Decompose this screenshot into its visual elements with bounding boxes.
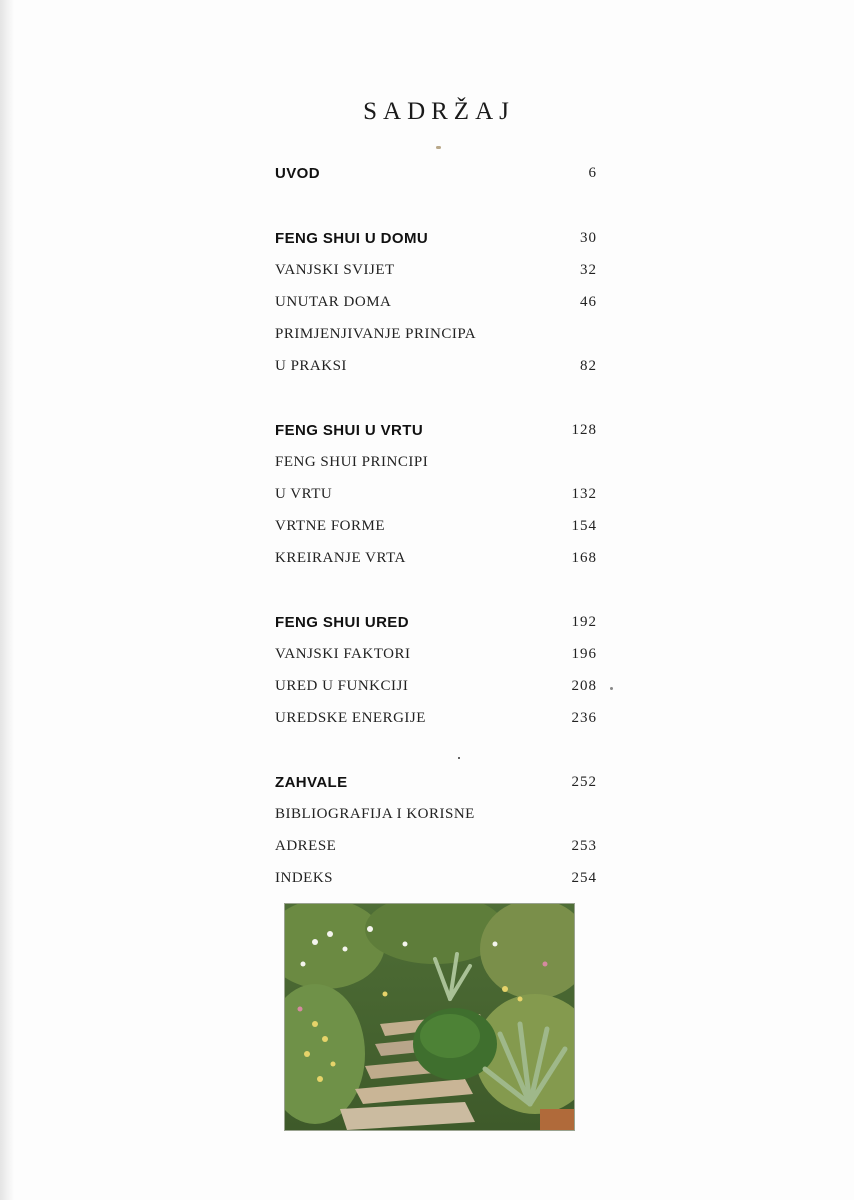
toc-entry-page: 82 (580, 358, 597, 374)
toc-entry-label: FENG SHUI U VRTU (275, 422, 424, 439)
toc-entry-page: 236 (571, 710, 597, 726)
toc-entry-page: 132 (571, 486, 597, 502)
toc-entry-label: PRIMJENJIVANJE PRINCIPA (275, 326, 477, 342)
toc-entry-label: FENG SHUI U DOMU (275, 230, 429, 247)
paper-speck (610, 687, 613, 690)
toc-entry-adrese[interactable] (275, 838, 597, 868)
toc-entry-page: 254 (571, 870, 597, 886)
toc-entry-label: U VRTU (275, 486, 333, 502)
toc-entry-label: UVOD (275, 165, 320, 182)
toc-entry-indeks[interactable] (275, 870, 597, 900)
toc-entry-page: 168 (571, 550, 597, 566)
paper-speck (458, 757, 460, 759)
toc-entry-bibliografija[interactable] (275, 806, 597, 836)
toc-entry-page: 6 (588, 165, 597, 181)
garden-photo (284, 903, 575, 1131)
toc-entry-label: FENG SHUI PRINCIPI (275, 454, 429, 470)
toc-entry-feng-shui-ured[interactable] (275, 614, 597, 644)
title-ornament (436, 146, 441, 149)
toc-entry-u-praksi[interactable] (275, 358, 597, 388)
toc-entry-feng-shui-u-domu[interactable] (275, 230, 597, 260)
toc-entry-zahvale[interactable] (275, 774, 597, 804)
toc-entry-feng-shui-u-vrtu[interactable] (275, 422, 597, 452)
toc-entry-label: FENG SHUI URED (275, 614, 409, 631)
toc-entry-label: KREIRANJE VRTA (275, 550, 406, 566)
toc-entry-u-vrtu[interactable] (275, 486, 597, 516)
toc-entry-page: 30 (580, 230, 597, 246)
toc-entry-page: 32 (580, 262, 597, 278)
toc-entry-page: 128 (571, 422, 597, 438)
toc-entry-vanjski-svijet[interactable] (275, 262, 597, 292)
toc-entry-label: ZAHVALE (275, 774, 348, 791)
toc-entry-uredske-energije[interactable] (275, 710, 597, 740)
toc-entry-feng-shui-principi[interactable] (275, 454, 597, 484)
toc-entry-label: BIBLIOGRAFIJA I KORISNE (275, 806, 475, 822)
toc-entry-vanjski-faktori[interactable] (275, 646, 597, 676)
toc-entry-label: URED U FUNKCIJI (275, 678, 409, 694)
toc-entry-page: 208 (571, 678, 597, 694)
toc-entry-label: INDEKS (275, 870, 333, 886)
toc-entry-unutar-doma[interactable] (275, 294, 597, 324)
toc-entry-vrtne-forme[interactable] (275, 518, 597, 548)
toc-entry-primjenjivanje-principa[interactable] (275, 326, 597, 356)
toc-entry-ured-u-funkciji[interactable] (275, 678, 597, 708)
page-edge-shadow (0, 0, 14, 1200)
toc-entry-label: VRTNE FORME (275, 518, 386, 534)
toc-entry-label: UNUTAR DOMA (275, 294, 392, 310)
toc-entry-label: U PRAKSI (275, 358, 347, 374)
toc-entry-label: VANJSKI SVIJET (275, 262, 395, 278)
toc-entry-page: 196 (571, 646, 597, 662)
toc-entry-label: UREDSKE ENERGIJE (275, 710, 426, 726)
toc-entry-label: VANJSKI FAKTORI (275, 646, 411, 662)
toc-entry-kreiranje-vrta[interactable] (275, 550, 597, 580)
page-title: SADRŽAJ (363, 98, 515, 125)
toc-entry-page: 252 (571, 774, 597, 790)
toc-entry-page: 253 (571, 838, 597, 854)
toc-entry-label: ADRESE (275, 838, 337, 854)
toc-entry-uvod[interactable] (275, 165, 597, 195)
toc-entry-page: 46 (580, 294, 597, 310)
toc-entry-page: 192 (571, 614, 597, 630)
toc-entry-page: 154 (571, 518, 597, 534)
